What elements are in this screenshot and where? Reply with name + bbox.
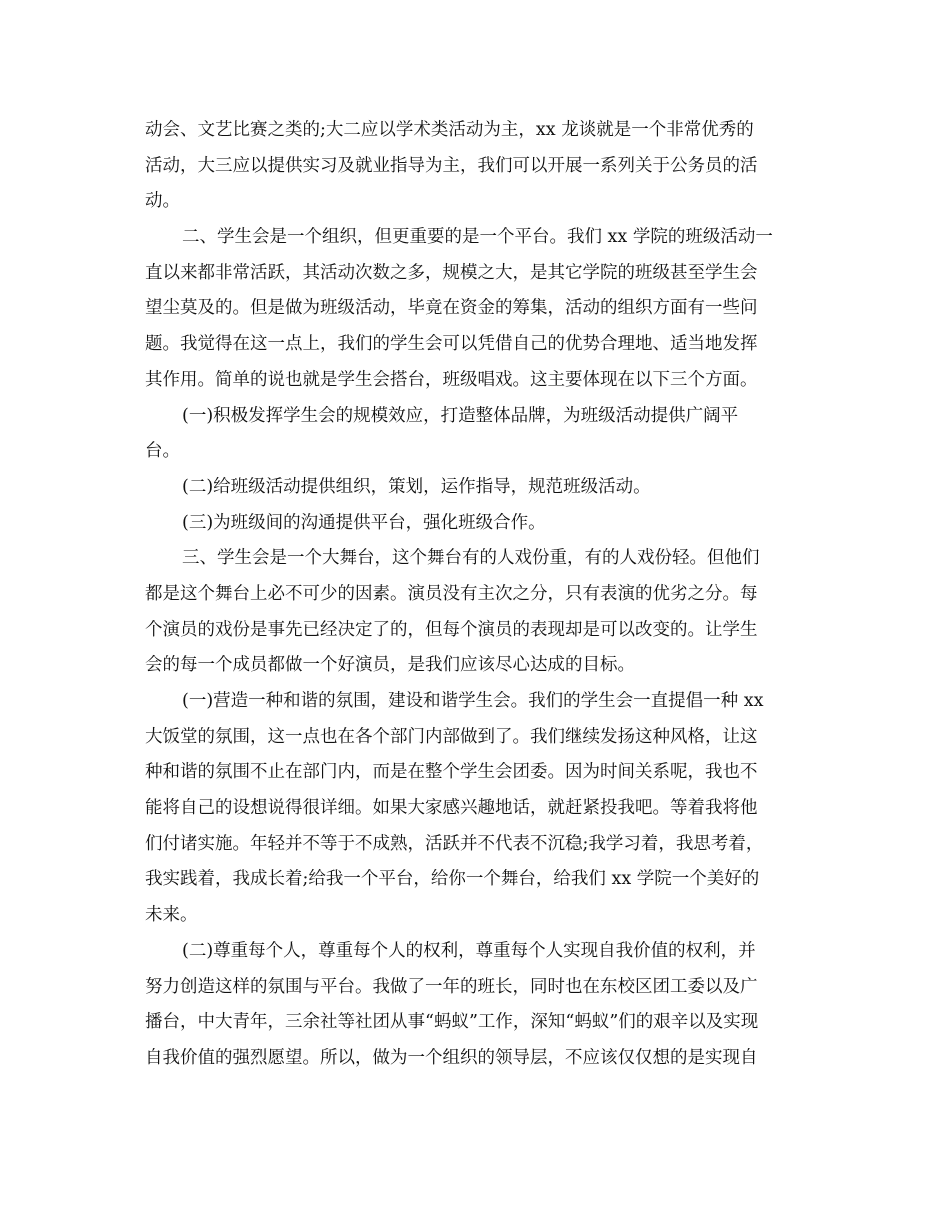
text-line: (三)为班级间的沟通提供平台，强化班级合作。: [182, 512, 546, 533]
text-line: 种和谐的氛围不止在部门内，而是在整个学生会团委。因为时间关系呢，我也不: [145, 762, 758, 783]
text-line: 自我价值的强烈愿望。所以，做为一个组织的领导层，不应该仅仅想的是实现自: [145, 1047, 758, 1068]
text-line: 活动，大三应以提供实习及就业指导为主，我们可以开展一系列关于公务员的活: [145, 155, 758, 176]
text-line: 大饭堂的氛围，这一点也在各个部门内部做到了。我们继续发扬这种风格，让这: [145, 726, 758, 747]
text-line: (二)尊重每个人，尊重每个人的权利，尊重每个人实现自我价值的权利，并: [182, 940, 756, 961]
text-line: 其作用。简单的说也就是学生会搭台，班级唱戏。这主要体现在以下三个方面。: [145, 369, 758, 390]
text-line: (二)给班级活动提供组织，策划，运作指导，规范班级活动。: [182, 476, 651, 497]
text-line: 动会、文艺比赛之类的;大二应以学术类活动为主，xx 龙谈就是一个非常优秀的: [145, 120, 754, 140]
text-line: 未来。: [145, 905, 198, 926]
text-line: 台。: [145, 441, 180, 462]
text-line: (一)营造一种和谐的氛围，建设和谐学生会。我们的学生会一直提倡一种 xx: [182, 691, 764, 711]
text-line: (一)积极发挥学生会的规模效应，打造整体品牌，为班级活动提供广阔平: [182, 405, 739, 426]
text-line: 二、学生会是一个组织，但更重要的是一个平台。我们 xx 学院的班级活动一: [182, 227, 773, 248]
text-line: 我实践着，我成长着;给我一个平台，给你一个舞台，给我们 xx 学院一个美好的: [145, 869, 760, 890]
document-body: [145, 113, 805, 1077]
text-line: 播台，中大青年，三余社等社团从事“蚂蚁”工作，深知“蚂蚁”们的艰辛以及实现: [145, 1012, 759, 1033]
text-line: 努力创造这样的氛围与平台。我做了一年的班长，同时也在东校区团工委以及广: [145, 976, 758, 997]
text-line: 会的每一个成员都做一个好演员，是我们应该尽心达成的目标。: [145, 655, 635, 676]
text-line: 个演员的戏份是事先已经决定了的，但每个演员的表现却是可以改变的。让学生: [145, 619, 758, 640]
text-line: 望尘莫及的。但是做为班级活动，毕竟在资金的筹集，活动的组织方面有一些问: [145, 298, 758, 319]
text-line: 三、学生会是一个大舞台，这个舞台有的人戏份重，有的人戏份轻。但他们: [182, 548, 760, 569]
text-line: 题。我觉得在这一点上，我们的学生会可以凭借自己的优势合理地、适当地发挥: [145, 334, 758, 355]
text-line: 动。: [145, 191, 180, 212]
text-line: 能将自己的设想说得很详细。如果大家感兴趣地话，就赶紧投我吧。等着我将他: [145, 798, 758, 819]
text-line: 们付诸实施。年轻并不等于不成熟，活跃并不代表不沉稳;我学习着，我思考着，: [145, 833, 764, 854]
text-line: 直以来都非常活跃，其活动次数之多，规模之大，是其它学院的班级甚至学生会: [145, 262, 758, 283]
text-line: 都是这个舞台上必不可少的因素。演员没有主次之分，只有表演的优劣之分。每: [145, 583, 758, 604]
